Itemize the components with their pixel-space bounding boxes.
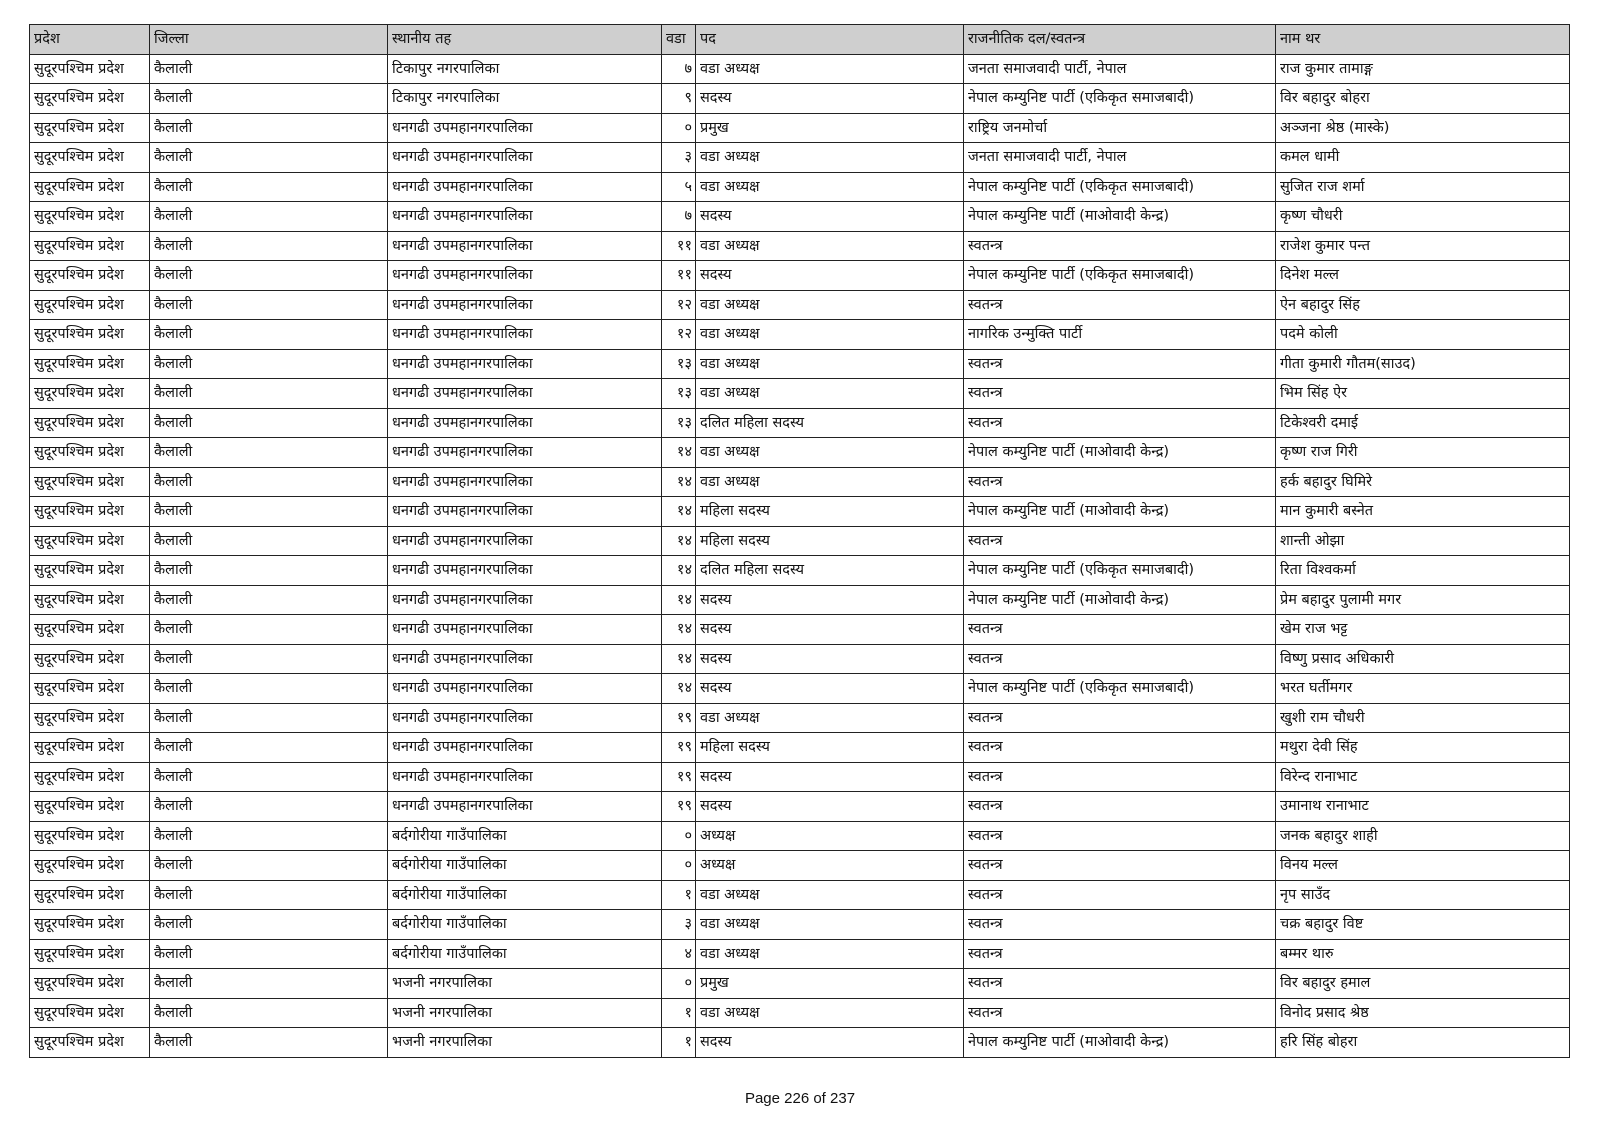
cell-local-level: भजनी नगरपालिका [388,969,662,999]
cell-province: सुदूरपश्चिम प्रदेश [30,762,150,792]
cell-district: कैलाली [150,113,388,143]
cell-local-level: धनगढी उपमहानगरपालिका [388,644,662,674]
cell-district: कैलाली [150,910,388,940]
header-post: पद [696,25,964,55]
cell-party: नागरिक उन्मुक्ति पार्टी [964,320,1276,350]
cell-province: सुदूरपश्चिम प्रदेश [30,910,150,940]
cell-district: कैलाली [150,143,388,173]
table-row [30,84,1570,114]
cell-name: खुशी राम चौधरी [1276,703,1570,733]
cell-ward: ५ [662,172,696,202]
table-row [30,851,1570,881]
table-row [30,1028,1570,1058]
cell-district: कैलाली [150,202,388,232]
cell-ward: ११ [662,231,696,261]
cell-province: सुदूरपश्चिम प्रदेश [30,644,150,674]
cell-province: सुदूरपश्चिम प्रदेश [30,998,150,1028]
cell-ward: १९ [662,762,696,792]
cell-local-level: बर्दगोरीया गाउँपालिका [388,939,662,969]
cell-district: कैलाली [150,54,388,84]
cell-ward: १४ [662,526,696,556]
header-province: प्रदेश [30,25,150,55]
cell-local-level: धनगढी उपमहानगरपालिका [388,113,662,143]
cell-party: स्वतन्त्र [964,939,1276,969]
cell-post: दलित महिला सदस्य [696,556,964,586]
cell-name: भरत घर्तीमगर [1276,674,1570,704]
cell-province: सुदूरपश्चिम प्रदेश [30,290,150,320]
page-number: Page 226 of 237 [744,1090,856,1107]
cell-province: सुदूरपश्चिम प्रदेश [30,379,150,409]
cell-name: टिकेश्वरी दमाई [1276,408,1570,438]
cell-province: सुदूरपश्चिम प्रदेश [30,84,150,114]
table-row [30,792,1570,822]
cell-post: वडा अध्यक्ष [696,379,964,409]
cell-local-level: धनगढी उपमहानगरपालिका [388,438,662,468]
cell-party: नेपाल कम्युनिष्ट पार्टी (एकिकृत समाजबादी) [964,261,1276,291]
cell-name: प्रेम बहादुर पुलामी मगर [1276,585,1570,615]
cell-name: सुजित राज शर्मा [1276,172,1570,202]
table-row [30,880,1570,910]
cell-district: कैलाली [150,615,388,645]
table-row [30,615,1570,645]
cell-post: महिला सदस्य [696,526,964,556]
cell-name: रिता विश्वकर्मा [1276,556,1570,586]
cell-post: वडा अध्यक्ष [696,880,964,910]
table-body [30,54,1570,1057]
cell-province: सुदूरपश्चिम प्रदेश [30,880,150,910]
cell-district: कैलाली [150,644,388,674]
cell-party: स्वतन्त्र [964,762,1276,792]
header-local-level: स्थानीय तह [388,25,662,55]
cell-party: स्वतन्त्र [964,615,1276,645]
table-row [30,969,1570,999]
table-row [30,910,1570,940]
cell-province: सुदूरपश्चिम प्रदेश [30,113,150,143]
cell-name: चक्र बहादुर विष्ट [1276,910,1570,940]
header-name: नाम थर [1276,25,1570,55]
cell-local-level: टिकापुर नगरपालिका [388,54,662,84]
cell-ward: ३ [662,143,696,173]
cell-post: अध्यक्ष [696,851,964,881]
cell-district: कैलाली [150,939,388,969]
cell-post: सदस्य [696,84,964,114]
cell-province: सुदूरपश्चिम प्रदेश [30,733,150,763]
cell-name: जनक बहादुर शाही [1276,821,1570,851]
cell-post: सदस्य [696,202,964,232]
table-row [30,290,1570,320]
table-row [30,526,1570,556]
cell-province: सुदूरपश्चिम प्रदेश [30,585,150,615]
cell-district: कैलाली [150,497,388,527]
table-row [30,408,1570,438]
cell-district: कैलाली [150,320,388,350]
cell-post: सदस्य [696,261,964,291]
cell-name: विर बहादुर बोहरा [1276,84,1570,114]
cell-district: कैलाली [150,585,388,615]
cell-post: वडा अध्यक्ष [696,703,964,733]
cell-province: सुदूरपश्चिम प्रदेश [30,969,150,999]
cell-name: कृष्ण चौधरी [1276,202,1570,232]
cell-district: कैलाली [150,290,388,320]
cell-party: जनता समाजवादी पार्टी, नेपाल [964,143,1276,173]
cell-name: हरि सिंह बोहरा [1276,1028,1570,1058]
cell-party: स्वतन्त्र [964,644,1276,674]
table-row [30,202,1570,232]
cell-local-level: धनगढी उपमहानगरपालिका [388,320,662,350]
cell-ward: ० [662,851,696,881]
cell-province: सुदूरपश्चिम प्रदेश [30,143,150,173]
cell-party: स्वतन्त्र [964,910,1276,940]
cell-ward: १४ [662,644,696,674]
table-row [30,143,1570,173]
cell-party: स्वतन्त्र [964,880,1276,910]
cell-local-level: भजनी नगरपालिका [388,998,662,1028]
cell-party: स्वतन्त्र [964,349,1276,379]
cell-ward: १४ [662,585,696,615]
cell-party: नेपाल कम्युनिष्ट पार्टी (एकिकृत समाजबादी) [964,172,1276,202]
table-row [30,379,1570,409]
table-row [30,261,1570,291]
cell-province: सुदूरपश्चिम प्रदेश [30,556,150,586]
cell-ward: ७ [662,202,696,232]
cell-post: वडा अध्यक्ष [696,320,964,350]
cell-party: स्वतन्त्र [964,379,1276,409]
cell-district: कैलाली [150,438,388,468]
table-row [30,231,1570,261]
cell-party: नेपाल कम्युनिष्ट पार्टी (एकिकृत समाजबादी) [964,84,1276,114]
cell-ward: १४ [662,674,696,704]
cell-name: विनोद प्रसाद श्रेष्ठ [1276,998,1570,1028]
cell-post: वडा अध्यक्ष [696,143,964,173]
cell-name: गीता कुमारी गौतम(साउद) [1276,349,1570,379]
cell-party: स्वतन्त्र [964,998,1276,1028]
cell-local-level: धनगढी उपमहानगरपालिका [388,231,662,261]
cell-name: विर बहादुर हमाल [1276,969,1570,999]
table-row [30,497,1570,527]
cell-name: शान्ती ओझा [1276,526,1570,556]
table-row [30,172,1570,202]
cell-party: नेपाल कम्युनिष्ट पार्टी (एकिकृत समाजबादी) [964,556,1276,586]
cell-post: वडा अध्यक्ष [696,290,964,320]
cell-district: कैलाली [150,172,388,202]
cell-name: हर्क बहादुर घिमिरे [1276,467,1570,497]
cell-party: नेपाल कम्युनिष्ट पार्टी (माओवादी केन्द्र) [964,497,1276,527]
cell-post: सदस्य [696,674,964,704]
cell-ward: १४ [662,438,696,468]
table-row [30,467,1570,497]
cell-local-level: धनगढी उपमहानगरपालिका [388,408,662,438]
cell-party: स्वतन्त्र [964,821,1276,851]
cell-party: स्वतन्त्र [964,467,1276,497]
cell-local-level: बर्दगोरीया गाउँपालिका [388,821,662,851]
cell-province: सुदूरपश्चिम प्रदेश [30,497,150,527]
cell-name: कृष्ण राज गिरी [1276,438,1570,468]
table-row [30,113,1570,143]
cell-local-level: धनगढी उपमहानगरपालिका [388,497,662,527]
cell-post: वडा अध्यक्ष [696,231,964,261]
cell-post: वडा अध्यक्ष [696,172,964,202]
cell-district: कैलाली [150,556,388,586]
cell-province: सुदूरपश्चिम प्रदेश [30,703,150,733]
cell-party: नेपाल कम्युनिष्ट पार्टी (एकिकृत समाजबादी) [964,674,1276,704]
cell-local-level: धनगढी उपमहानगरपालिका [388,792,662,822]
cell-ward: १३ [662,349,696,379]
cell-name: मान कुमारी बस्नेत [1276,497,1570,527]
cell-ward: १४ [662,556,696,586]
cell-local-level: धनगढी उपमहानगरपालिका [388,143,662,173]
table-header-row [30,25,1570,55]
cell-local-level: बर्दगोरीया गाउँपालिका [388,910,662,940]
table-row [30,998,1570,1028]
table-row [30,320,1570,350]
cell-name: दिनेश मल्ल [1276,261,1570,291]
cell-province: सुदूरपश्चिम प्रदेश [30,851,150,881]
cell-ward: ० [662,821,696,851]
cell-post: दलित महिला सदस्य [696,408,964,438]
cell-ward: ४ [662,939,696,969]
cell-province: सुदूरपश्चिम प्रदेश [30,172,150,202]
cell-post: सदस्य [696,585,964,615]
cell-province: सुदूरपश्चिम प्रदेश [30,526,150,556]
cell-ward: १ [662,880,696,910]
cell-province: सुदूरपश्चिम प्रदेश [30,1028,150,1058]
cell-name: बम्मर थारु [1276,939,1570,969]
cell-name: विष्णु प्रसाद अधिकारी [1276,644,1570,674]
cell-local-level: बर्दगोरीया गाउँपालिका [388,851,662,881]
cell-name: अञ्जना श्रेष्ठ (मास्के) [1276,113,1570,143]
header-ward: वडा [662,25,696,55]
cell-ward: १४ [662,615,696,645]
cell-party: स्वतन्त्र [964,703,1276,733]
cell-name: राज कुमार तामाङ्ग [1276,54,1570,84]
cell-local-level: धनगढी उपमहानगरपालिका [388,526,662,556]
cell-ward: १४ [662,497,696,527]
cell-name: पदमे कोली [1276,320,1570,350]
cell-name: उमानाथ रानाभाट [1276,792,1570,822]
cell-local-level: धनगढी उपमहानगरपालिका [388,674,662,704]
cell-province: सुदूरपश्चिम प्रदेश [30,939,150,969]
cell-ward: ११ [662,261,696,291]
cell-province: सुदूरपश्चिम प्रदेश [30,54,150,84]
cell-local-level: धनगढी उपमहानगरपालिका [388,467,662,497]
cell-province: सुदूरपश्चिम प्रदेश [30,674,150,704]
cell-local-level: धनगढी उपमहानगरपालिका [388,733,662,763]
cell-party: नेपाल कम्युनिष्ट पार्टी (माओवादी केन्द्र) [964,585,1276,615]
cell-name: खेम राज भट्ट [1276,615,1570,645]
cell-district: कैलाली [150,733,388,763]
cell-district: कैलाली [150,349,388,379]
cell-district: कैलाली [150,703,388,733]
cell-post: महिला सदस्य [696,497,964,527]
cell-post: प्रमुख [696,969,964,999]
cell-local-level: धनगढी उपमहानगरपालिका [388,615,662,645]
cell-name: कमल धामी [1276,143,1570,173]
cell-post: वडा अध्यक्ष [696,998,964,1028]
cell-post: प्रमुख [696,113,964,143]
cell-province: सुदूरपश्चिम प्रदेश [30,349,150,379]
cell-party: स्वतन्त्र [964,231,1276,261]
cell-district: कैलाली [150,1028,388,1058]
cell-party: स्वतन्त्र [964,408,1276,438]
cell-post: वडा अध्यक्ष [696,438,964,468]
cell-district: कैलाली [150,851,388,881]
cell-post: सदस्य [696,762,964,792]
cell-district: कैलाली [150,261,388,291]
cell-name: नृप साउँद [1276,880,1570,910]
cell-province: सुदूरपश्चिम प्रदेश [30,202,150,232]
cell-post: सदस्य [696,644,964,674]
cell-name: ऐन बहादुर सिंह [1276,290,1570,320]
table-row [30,821,1570,851]
cell-party: नेपाल कम्युनिष्ट पार्टी (माओवादी केन्द्र) [964,438,1276,468]
results-table [29,24,1570,1058]
cell-province: सुदूरपश्चिम प्रदेश [30,261,150,291]
cell-ward: १९ [662,733,696,763]
cell-ward: ७ [662,54,696,84]
cell-ward: १४ [662,467,696,497]
table-row [30,349,1570,379]
cell-province: सुदूरपश्चिम प्रदेश [30,438,150,468]
table-row [30,54,1570,84]
cell-post: महिला सदस्य [696,733,964,763]
cell-post: वडा अध्यक्ष [696,349,964,379]
cell-province: सुदूरपश्चिम प्रदेश [30,615,150,645]
header-party: राजनीतिक दल/स्वतन्त्र [964,25,1276,55]
cell-local-level: धनगढी उपमहानगरपालिका [388,585,662,615]
cell-ward: १२ [662,320,696,350]
cell-district: कैलाली [150,821,388,851]
header-district: जिल्ला [150,25,388,55]
cell-local-level: धनगढी उपमहानगरपालिका [388,703,662,733]
table-row [30,733,1570,763]
cell-post: सदस्य [696,792,964,822]
cell-province: सुदूरपश्चिम प्रदेश [30,231,150,261]
cell-post: अध्यक्ष [696,821,964,851]
cell-province: सुदूरपश्चिम प्रदेश [30,408,150,438]
cell-post: वडा अध्यक्ष [696,910,964,940]
cell-district: कैलाली [150,84,388,114]
cell-district: कैलाली [150,674,388,704]
cell-ward: ० [662,113,696,143]
cell-party: नेपाल कम्युनिष्ट पार्टी (माओवादी केन्द्र) [964,1028,1276,1058]
cell-district: कैलाली [150,231,388,261]
cell-name: मथुरा देवी सिंह [1276,733,1570,763]
cell-party: स्वतन्त्र [964,792,1276,822]
cell-local-level: धनगढी उपमहानगरपालिका [388,202,662,232]
cell-ward: १९ [662,792,696,822]
cell-local-level: धनगढी उपमहानगरपालिका [388,379,662,409]
cell-local-level: धनगढी उपमहानगरपालिका [388,172,662,202]
cell-ward: १३ [662,379,696,409]
cell-post: वडा अध्यक्ष [696,54,964,84]
cell-local-level: धनगढी उपमहानगरपालिका [388,556,662,586]
cell-party: नेपाल कम्युनिष्ट पार्टी (माओवादी केन्द्र) [964,202,1276,232]
table-row [30,762,1570,792]
cell-party: स्वतन्त्र [964,526,1276,556]
cell-province: सुदूरपश्चिम प्रदेश [30,792,150,822]
cell-party: जनता समाजवादी पार्टी, नेपाल [964,54,1276,84]
cell-post: सदस्य [696,1028,964,1058]
cell-district: कैलाली [150,526,388,556]
cell-party: स्वतन्त्र [964,851,1276,881]
cell-party: स्वतन्त्र [964,290,1276,320]
cell-name: विरेन्द रानाभाट [1276,762,1570,792]
cell-party: स्वतन्त्र [964,969,1276,999]
cell-party: स्वतन्त्र [964,733,1276,763]
cell-party: राष्ट्रिय जनमोर्चा [964,113,1276,143]
cell-local-level: धनगढी उपमहानगरपालिका [388,290,662,320]
cell-local-level: धनगढी उपमहानगरपालिका [388,762,662,792]
cell-district: कैलाली [150,467,388,497]
cell-province: सुदूरपश्चिम प्रदेश [30,821,150,851]
cell-province: सुदूरपश्चिम प्रदेश [30,320,150,350]
table-row [30,585,1570,615]
cell-district: कैलाली [150,762,388,792]
cell-district: कैलाली [150,379,388,409]
cell-local-level: धनगढी उपमहानगरपालिका [388,261,662,291]
table-row [30,556,1570,586]
table-row [30,674,1570,704]
cell-local-level: बर्दगोरीया गाउँपालिका [388,880,662,910]
cell-district: कैलाली [150,792,388,822]
cell-name: विनय मल्ल [1276,851,1570,881]
cell-ward: ० [662,969,696,999]
cell-ward: १९ [662,703,696,733]
cell-ward: १ [662,998,696,1028]
cell-district: कैलाली [150,969,388,999]
cell-district: कैलाली [150,880,388,910]
cell-post: वडा अध्यक्ष [696,939,964,969]
cell-post: वडा अध्यक्ष [696,467,964,497]
cell-district: कैलाली [150,998,388,1028]
table-row [30,939,1570,969]
cell-ward: १ [662,1028,696,1058]
cell-ward: १२ [662,290,696,320]
cell-local-level: धनगढी उपमहानगरपालिका [388,349,662,379]
cell-name: भिम सिंह ऐर [1276,379,1570,409]
cell-ward: १३ [662,408,696,438]
cell-local-level: टिकापुर नगरपालिका [388,84,662,114]
cell-local-level: भजनी नगरपालिका [388,1028,662,1058]
table-row [30,438,1570,468]
cell-ward: ३ [662,910,696,940]
cell-name: राजेश कुमार पन्त [1276,231,1570,261]
table-row [30,644,1570,674]
cell-province: सुदूरपश्चिम प्रदेश [30,467,150,497]
table-row [30,703,1570,733]
cell-district: कैलाली [150,408,388,438]
cell-ward: ९ [662,84,696,114]
cell-post: सदस्य [696,615,964,645]
